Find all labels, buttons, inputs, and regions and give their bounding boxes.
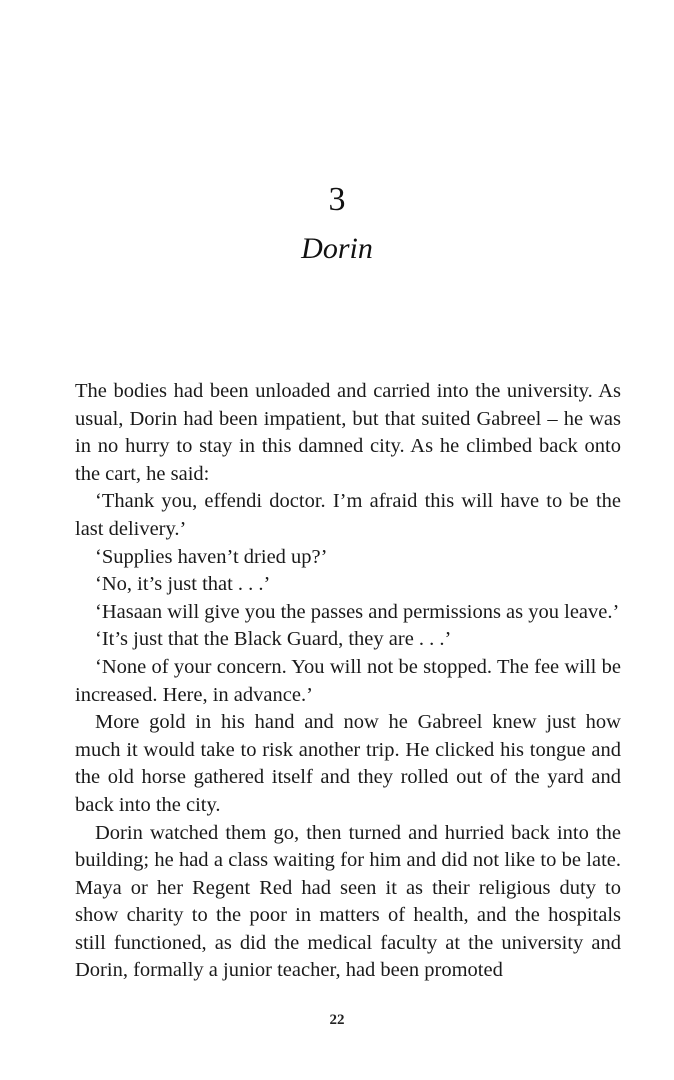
paragraph: ‘Supplies haven’t dried up?’ <box>95 545 328 568</box>
paragraph: ‘Thank you, effendi doctor. I’m afraid this will have to be the last delivery.’ <box>75 490 621 540</box>
paragraph: More gold in his hand and now he Gabreel knew just how much it would take to risk another trip. He clicked his tongue and the old horse gathered itself and they rolled out of the yard and back into the city. <box>75 711 621 816</box>
paragraph: Dorin watched them go, then turned and hurried back into the building; he had a class waiting for him and did not like to be late. Maya or her Regent Red had seen it as their religious duty to show charity to the poor in matters of health, and the hospitals still functioned, as did the medical faculty at the university and Dorin, formally a junior teacher, had been promoted <box>75 821 621 982</box>
paragraph: ‘Hasaan will give you the passes and permissions as you leave.’ <box>95 600 620 623</box>
chapter-title: Dorin <box>301 232 373 265</box>
chapter-body <box>75 378 621 985</box>
paragraph: ‘No, it’s just that . . .’ <box>95 573 271 596</box>
chapter-number: 3 <box>328 181 346 218</box>
page-number: 22 <box>329 1012 345 1028</box>
paragraph: ‘None of your concern. You will not be stopped. The fee will be increased. Here, in advance.’ <box>75 655 621 706</box>
paragraph: ‘It’s just that the Black Guard, they are . . .’ <box>95 628 452 651</box>
paragraph: The bodies had been unloaded and carried into the university. As usual, Dorin had been impatient, but that suited Gabreel – he was in no hurry to stay in this damned city. As he climbed back onto the cart, he said: <box>75 380 621 485</box>
